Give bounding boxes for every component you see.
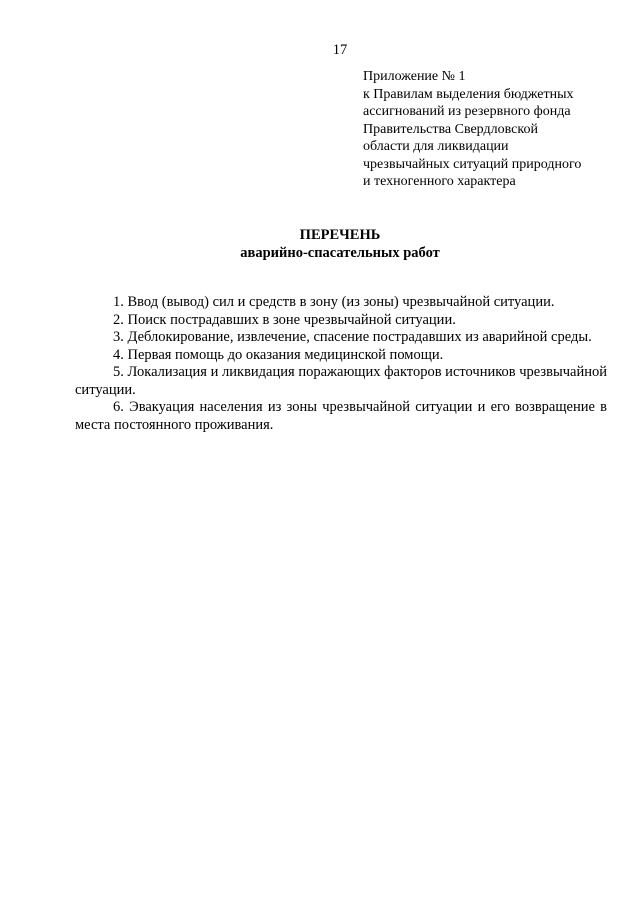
works-list [75,294,607,434]
document-heading [0,226,640,262]
page-number: 17 [332,42,348,58]
appendix-line: чрезвычайных ситуаций природного [363,156,582,172]
list-item: 6. Эвакуация населения из зоны чрезвычайной ситуации и его возвращение в места постоянного проживания. [75,399,607,433]
list-item: 1. Ввод (вывод) сил и средств в зону (из зоны) чрезвычайной ситуации. [113,294,555,310]
list-item: 2. Поиск пострадавших в зоне чрезвычайной ситуации. [113,311,456,328]
appendix-line: области для ликвидации [363,139,509,154]
list-item: 3. Деблокирование, извлечение, спасение пострадавших из аварийной среды. [113,329,592,345]
appendix-line: ассигнований из резервного фонда [363,104,571,119]
appendix-line: Правительства Свердловской [363,121,538,137]
list-item: 4. Первая помощь до оказания медицинской помощи. [113,346,444,363]
appendix-note [363,68,625,191]
appendix-line: Приложение № 1 [363,69,466,84]
document-subtitle: аварийно-спасательных работ [240,245,440,261]
appendix-line: и техногенного характера [363,174,516,189]
appendix-line: к Правилам выделения бюджетных [363,86,574,102]
list-item: 5. Локализация и ликвидация поражающих факторов источников чрезвычайной ситуации. [75,364,607,398]
document-title: ПЕРЕЧЕНЬ [299,227,381,243]
